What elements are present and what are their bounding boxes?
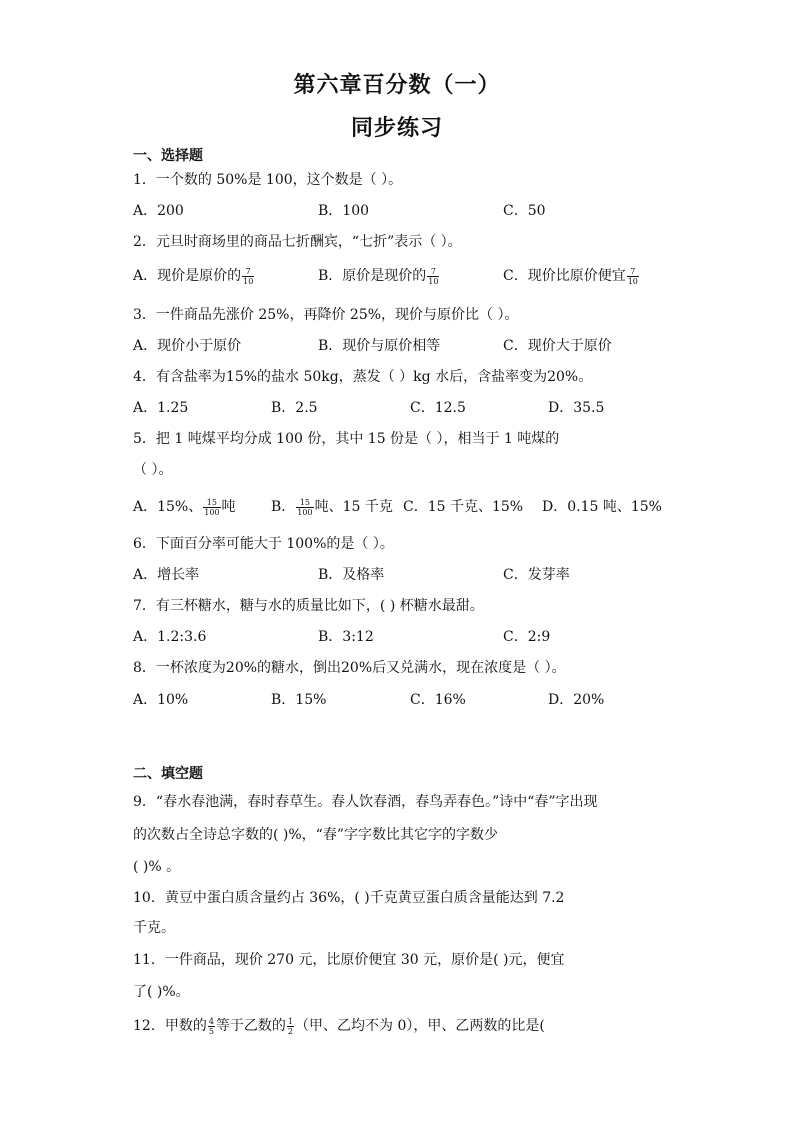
fraction-denominator: 10 <box>627 276 638 286</box>
fraction <box>627 267 639 286</box>
question-6-option-a: A．增长率 <box>133 567 200 583</box>
fraction <box>208 1017 215 1036</box>
option-text: B．原价是现价的 <box>318 268 427 284</box>
question-2-stem: 2．元旦时商场里的商品七折酬宾，“七折”表示（ ）。 <box>133 234 462 250</box>
question-9-line3: ( )% 。 <box>133 859 181 875</box>
option-text: C．现价比原价便宜 <box>503 268 626 284</box>
question-8-stem: 8．一杯浓度为20%的糖水，倒出20%后又兑满水，现在浓度是（ ）。 <box>133 660 566 676</box>
question-4-stem: 4．有含盐率为15%的盐水 50kg，蒸发（ ）kg 水后，含盐率变为20%。 <box>133 369 593 385</box>
fraction-numerator: 1 <box>287 1016 294 1026</box>
fraction-numerator: 7 <box>627 267 639 277</box>
option-text: 吨、15 千克 <box>314 499 393 515</box>
fraction-numerator: 7 <box>242 267 254 277</box>
fraction-numerator: 7 <box>427 267 439 277</box>
fraction <box>203 498 220 517</box>
fraction <box>287 1017 294 1036</box>
question-3-option-b: B．现价与原价相等 <box>318 338 441 354</box>
question-4-option-a: A．1.25 <box>133 400 189 416</box>
option-text: B． <box>271 499 296 515</box>
question-2-option-a <box>133 266 255 286</box>
question-text: 12．甲数的 <box>133 1018 207 1034</box>
page-title: 第六章百分数（一） <box>293 72 501 98</box>
fraction-denominator: 5 <box>208 1026 214 1036</box>
question-2-option-c <box>503 266 640 286</box>
fraction-denominator: 100 <box>297 507 313 517</box>
section-choice-heading: 一、选择题 <box>133 148 203 164</box>
question-text: 等于乙数的 <box>215 1018 286 1034</box>
fraction <box>427 267 439 286</box>
question-3-stem: 3．一件商品先涨价 25%，再降价 25%，现价与原价比（ ）。 <box>133 307 519 323</box>
question-3-option-c: C．现价大于原价 <box>503 338 612 354</box>
section-fill-heading: 二、填空题 <box>133 766 203 782</box>
page-subtitle: 同步练习 <box>350 115 443 141</box>
question-5-option-a <box>133 497 236 517</box>
option-text: 吨 <box>221 499 236 515</box>
question-7-option-c: C．2:9 <box>503 629 551 645</box>
question-1-option-c: C．50 <box>503 203 546 219</box>
question-6-option-b: B．及格率 <box>318 567 385 583</box>
question-1-option-b: B．100 <box>318 203 370 219</box>
question-4-option-c: C．12.5 <box>410 400 466 416</box>
question-11-line2: 了( )%。 <box>133 984 190 1000</box>
fraction-denominator: 100 <box>204 507 220 517</box>
question-9-line2: 的次数占全诗总字数的( )%，“春”字字数比其它字的字数少 <box>133 827 498 843</box>
question-3-option-a: A．现价小于原价 <box>133 338 242 354</box>
question-4-option-b: B．2.5 <box>271 400 318 416</box>
fraction-denominator: 10 <box>428 276 439 286</box>
question-7-option-a: A．1.2:3.6 <box>133 629 207 645</box>
fraction-denominator: 2 <box>287 1026 294 1036</box>
question-8-option-a: A．10% <box>133 692 189 708</box>
question-5-option-d: D．0.15 吨、15% <box>542 499 662 515</box>
question-12-stem <box>133 1016 545 1036</box>
fraction-denominator: 10 <box>243 276 254 286</box>
question-9-line1: 9．“春水春池满，春时春草生。春人饮春酒，春鸟弄春色。”诗中“春”字出现 <box>133 794 598 810</box>
question-7-option-b: B．3:12 <box>318 629 374 645</box>
fraction-numerator: 15 <box>203 498 220 508</box>
question-text: （甲、乙均不为 0），甲、乙两数的比是( <box>295 1018 545 1034</box>
question-11-line1: 11．一件商品，现价 270 元，比原价便宜 30 元，原价是( )元，便宜 <box>133 952 565 968</box>
option-text: A．15%、 <box>133 499 203 515</box>
question-1-stem: 1．一个数的 50%是 100，这个数是（ ）。 <box>133 172 403 188</box>
question-8-option-d: D．20% <box>548 692 605 708</box>
question-4-option-d: D．35.5 <box>548 400 605 416</box>
question-8-option-c: C．16% <box>410 692 466 708</box>
option-text: A．现价是原价的 <box>133 268 242 284</box>
fraction <box>296 498 313 517</box>
question-5-stem-line1: 5．把 1 吨煤平均分成 100 份，其中 15 份是（ ），相当于 1 吨煤的 <box>133 431 560 447</box>
question-7-stem: 7．有三杯糖水，糖与水的质量比如下，( ) 杯糖水最甜。 <box>133 598 484 614</box>
question-5-option-b <box>271 497 393 517</box>
question-6-option-c: C．发芽率 <box>503 567 570 583</box>
question-2-option-b <box>318 266 440 286</box>
question-8-option-b: B．15% <box>271 692 327 708</box>
question-5-stem-line2: （ ）。 <box>133 462 173 478</box>
question-10-line2: 千克。 <box>133 920 175 936</box>
question-5-option-c: C．15 千克、15% <box>403 499 524 515</box>
fraction-numerator: 4 <box>208 1016 214 1026</box>
question-6-stem: 6．下面百分率可能大于 100%的是（ ）。 <box>133 536 394 552</box>
fraction <box>242 267 254 286</box>
question-1-option-a: A．200 <box>133 203 184 219</box>
fraction-numerator: 15 <box>296 498 313 508</box>
question-10-line1: 10．黄豆中蛋白质含量约占 36%，( )千克黄豆蛋白质含量能达到 7.2 <box>133 890 565 906</box>
